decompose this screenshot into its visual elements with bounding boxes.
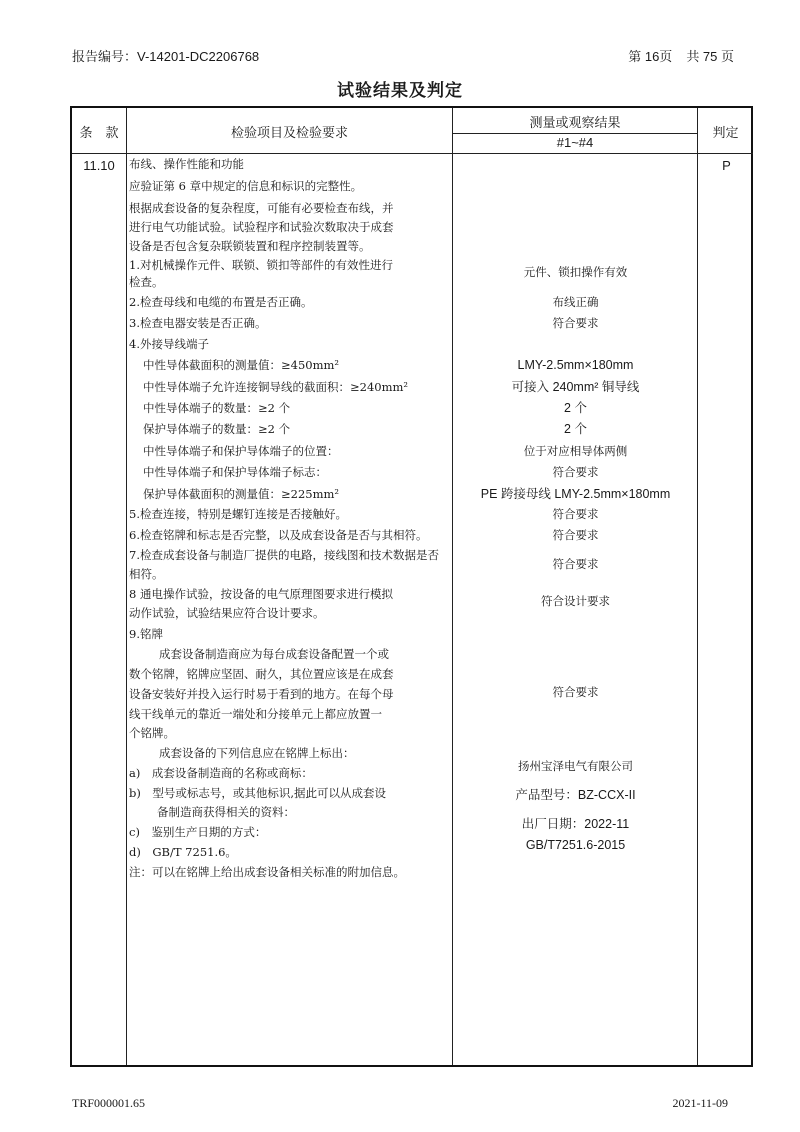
requirement-line: a) 成套设备制造商的名称或商标： — [129, 766, 313, 780]
header-verdict: 判定 — [712, 125, 739, 140]
result-value: 符合要求 — [552, 465, 599, 479]
requirement-line: 1.对机械操作元件、联锁、锁扣等部件的有效性进行 — [129, 258, 393, 272]
result-value: 符合要求 — [552, 507, 599, 521]
requirement-line: 相符。 — [129, 567, 164, 581]
requirement-line: 5.检查连接，特别是螺钉连接是否接触好。 — [129, 507, 347, 521]
verdict: P — [722, 158, 731, 173]
page-number: 第 16页 — [628, 49, 673, 64]
header-result-sample: #1~#4 — [556, 135, 594, 150]
requirement-line: 根据成套设备的复杂程度，可能有必要检查布线，并 — [129, 201, 394, 215]
result-value: PE 跨接母线 LMY-2.5mm×180mm — [480, 487, 671, 501]
requirement-line: b) 型号或标志号，或其他标识,据此可以从成套设 — [129, 786, 387, 800]
requirement-line: 9.铭牌 — [129, 627, 163, 641]
result-value: 符合要求 — [552, 528, 599, 542]
requirement-line: 进行电气功能试验。试验程序和试验次数取决于成套 — [129, 220, 394, 234]
form-number: TRF000001.65 — [72, 1096, 146, 1110]
column-divider — [126, 108, 127, 1065]
result-value: 可接入 240mm² 铜导线 — [511, 380, 640, 394]
requirement-line: 注：可以在铭牌上给出成套设备相关标准的附加信息。 — [129, 865, 405, 879]
result-value: 2 个 — [564, 401, 587, 415]
requirement-line: 3.检查电器安装是否正确。 — [129, 316, 267, 330]
requirement-line: 备制造商获得相关的资料： — [157, 805, 295, 819]
row-divider — [72, 153, 753, 154]
page-total: 共 75 页 — [686, 49, 734, 64]
requirement-line: 中性导体截面积的测量值：≥450mm² — [143, 358, 340, 372]
result-value: 位于对应相导体两侧 — [523, 444, 628, 458]
row-divider — [452, 133, 697, 134]
result-value: 符合要求 — [552, 685, 599, 699]
requirement-line: 中性导体端子的数量：≥2 个 — [143, 401, 291, 415]
requirement-line: 成套设备制造商应为每台成套设备配置一个或 — [159, 647, 389, 661]
result-value: 符合要求 — [552, 316, 599, 330]
requirement-line: 4.外接导线端子 — [129, 337, 209, 351]
result-value: LMY-2.5mm×180mm — [517, 358, 634, 372]
result-value: 2 个 — [564, 422, 587, 436]
requirement-line: 线干线单元的靠近一端处和分接单元上都应放置一 — [129, 707, 382, 721]
result-value: 符合要求 — [552, 557, 599, 571]
result-value: 产品型号：BZ-CCX-II — [515, 788, 636, 802]
requirement-line: 动作试验，试验结果应符合设计要求。 — [129, 606, 325, 620]
results-table — [70, 106, 753, 1067]
requirement-line: c) 鉴别生产日期的方式： — [129, 825, 267, 839]
requirement-line: 保护导体截面积的测量值：≥225mm² — [143, 487, 340, 501]
requirement-line: 数个铭牌，铭牌应坚固、耐久，其位置应该是在成套 — [129, 667, 394, 681]
requirement-line: 中性导体端子允许连接铜导线的截面积：≥240mm² — [143, 380, 409, 394]
requirement-line: 成套设备的下列信息应在铭牌上标出： — [159, 746, 355, 760]
page-title: 试验结果及判定 — [337, 81, 463, 101]
requirement-line: 检查。 — [129, 275, 164, 289]
requirement-line: 设备安装好并投入运行时易于看到的地方。在每个母 — [129, 687, 394, 701]
clause-number: 11.10 — [83, 158, 115, 173]
requirement-line: 6.检查铭牌和标志是否完整，以及成套设备是否与其相符。 — [129, 528, 428, 542]
requirement-line: 8 通电操作试验，按设备的电气原理图要求进行模拟 — [129, 587, 393, 601]
result-value: GB/T7251.6-2015 — [525, 838, 626, 852]
header-item: 检验项目及检验要求 — [230, 125, 348, 140]
form-date: 2021-11-09 — [672, 1096, 728, 1110]
column-divider — [452, 108, 453, 1065]
requirement-line: 个铭牌。 — [129, 726, 175, 740]
header-clause: 条 款 — [79, 125, 119, 140]
requirement-line: 7.检查成套设备与制造厂提供的电路，接线图和技术数据是否 — [129, 548, 439, 562]
result-value: 布线正确 — [552, 295, 599, 309]
requirement-line: 应验证第 6 章中规定的信息和标识的完整性。 — [129, 179, 363, 193]
result-value: 元件、锁扣操作有效 — [523, 265, 628, 279]
requirement-line: 设备是否包含复杂联锁装置和程序控制装置等。 — [129, 239, 371, 253]
requirement-line: 2.检查母线和电缆的布置是否正确。 — [129, 295, 313, 309]
requirement-line: 布线、操作性能和功能 — [129, 157, 244, 171]
result-value: 扬州宝泽电气有限公司 — [518, 759, 633, 773]
result-value: 符合设计要求 — [541, 594, 610, 608]
report-number: 报告编号：V-14201-DC2206768 — [72, 49, 260, 64]
requirement-line: 中性导体端子和保护导体端子的位置： — [143, 444, 339, 458]
page-indicator — [628, 46, 734, 65]
result-value: 出厂日期：2022-11 — [521, 817, 630, 831]
requirement-line: d) GB/T 7251.6。 — [129, 845, 237, 859]
requirement-line: 保护导体端子的数量：≥2 个 — [143, 422, 291, 436]
header-result: 测量或观察结果 — [529, 115, 621, 130]
column-divider — [697, 108, 698, 1065]
requirement-line: 中性导体端子和保护导体端子标志： — [143, 465, 327, 479]
